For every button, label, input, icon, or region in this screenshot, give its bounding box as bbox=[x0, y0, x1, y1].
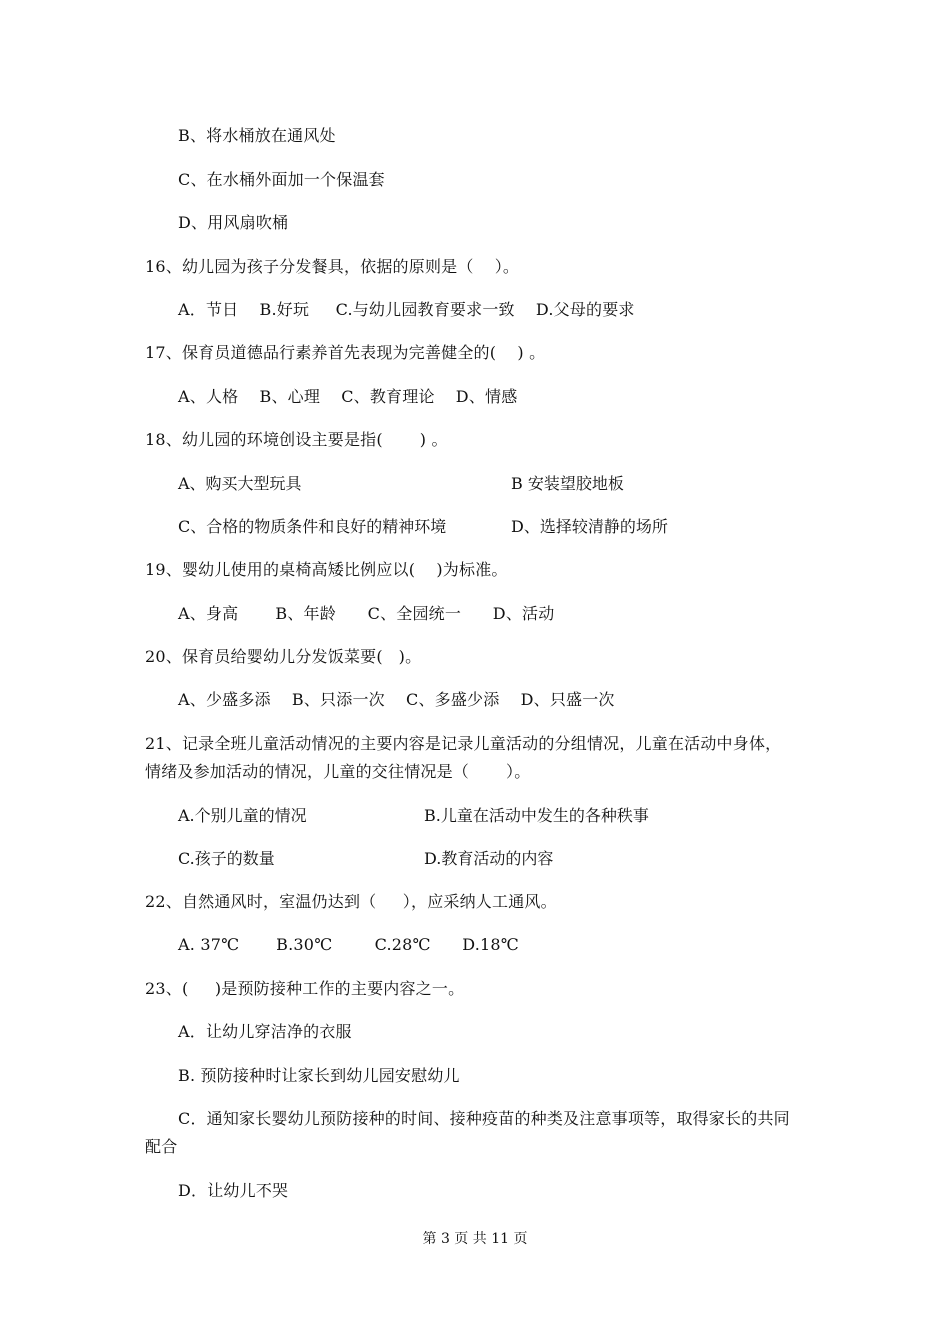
question-21-line-1: 21、记录全班儿童活动情况的主要内容是记录儿童活动的分组情况，儿童在活动中身体， bbox=[145, 734, 782, 753]
q18-option-b: B 安装望胶地板 bbox=[511, 474, 624, 493]
q23-option-a: A．让幼儿穿洁净的衣服 bbox=[178, 1022, 352, 1041]
question-17: 17、保育员道德品行素养首先表现为完善健全的( ) 。 bbox=[145, 343, 546, 362]
q17-options: A、人格 B、心理 C、教育理论 D、情感 bbox=[178, 387, 518, 406]
question-18: 18、幼儿园的环境创设主要是指( ) 。 bbox=[145, 430, 448, 449]
q15-option-c: C、在水桶外面加一个保温套 bbox=[178, 170, 385, 189]
question-16: 16、幼儿园为孩子分发餐具，依据的原则是（ ）。 bbox=[145, 257, 520, 276]
q23-option-c-line-2: 配合 bbox=[145, 1137, 178, 1156]
q18-option-a: A、购买大型玩具 bbox=[178, 474, 302, 493]
q19-options: A、身高 B、年龄 C、全园统一 D、活动 bbox=[178, 604, 555, 623]
q15-option-b: B、将水桶放在通风处 bbox=[178, 126, 336, 145]
q21-option-d: D.教育活动的内容 bbox=[424, 849, 554, 868]
q20-options: A、少盛多添 B、只添一次 C、多盛少添 D、只盛一次 bbox=[178, 690, 615, 709]
question-21-line-2: 情绪及参加活动的情况，儿童的交往情况是（ ）。 bbox=[145, 762, 531, 781]
q21-option-a: A.个别儿童的情况 bbox=[178, 806, 307, 825]
q21-option-b: B.儿童在活动中发生的各种秩事 bbox=[424, 806, 649, 825]
question-19: 19、婴幼儿使用的桌椅高矮比例应以( )为标准。 bbox=[145, 560, 508, 579]
page-footer: 第 3 页 共 11 页 bbox=[422, 1231, 528, 1247]
q23-option-d: D．让幼儿不哭 bbox=[178, 1181, 289, 1200]
q21-option-c: C.孩子的数量 bbox=[178, 849, 275, 868]
q18-option-d: D、选择较清静的场所 bbox=[511, 517, 668, 536]
q18-option-c: C、合格的物质条件和良好的精神环境 bbox=[178, 517, 447, 536]
q23-option-b: B. 预防接种时让家长到幼儿园安慰幼儿 bbox=[178, 1066, 460, 1085]
question-23: 23、( )是预防接种工作的主要内容之一。 bbox=[145, 979, 465, 998]
q15-option-d: D、用风扇吹桶 bbox=[178, 213, 289, 232]
question-20: 20、保育员给婴幼儿分发饭菜要( )。 bbox=[145, 647, 422, 666]
q23-option-c-line-1: C．通知家长婴幼儿预防接种的时间、接种疫苗的种类及注意事项等，取得家长的共同 bbox=[178, 1109, 790, 1128]
q22-options: A. 37℃ B.30℃ C.28℃ D.18℃ bbox=[178, 935, 519, 954]
q16-options: A．节日 B.好玩 C.与幼儿园教育要求一致 D.父母的要求 bbox=[178, 300, 635, 319]
question-22: 22、自然通风时，室温仍达到（ ），应采纳人工通风。 bbox=[145, 892, 557, 911]
